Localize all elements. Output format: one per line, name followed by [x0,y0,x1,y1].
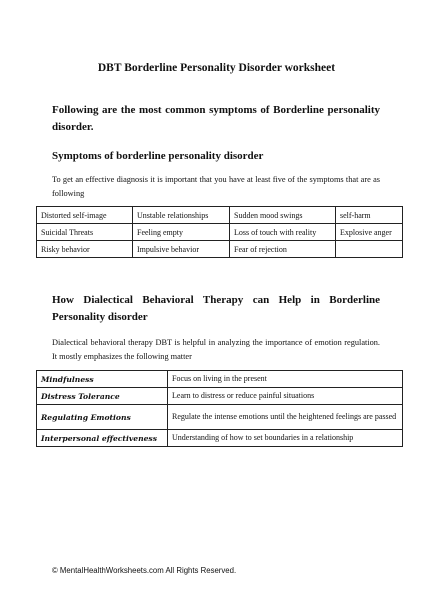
table-cell: Impulsive behavior [133,241,230,258]
table-cell: Sudden mood swings [230,207,336,224]
table-row [37,388,403,405]
dbt-paragraph: Dialectical behavioral therapy DBT is helpful in analyzing the importance of emotion regulation. It mostly emphasizes the following matter [52,338,380,361]
skill-term: Mindfulness [37,371,168,388]
symptoms-paragraph: To get an effective diagnosis it is important that you have at least five of the symptoms that are as following [52,175,380,198]
table-row [37,405,403,430]
table-cell: Fear of rejection [230,241,336,258]
table-row [37,371,403,388]
symptoms-table [36,206,403,258]
table-cell: Suicidal Threats [37,224,133,241]
copyright-footer: © MentalHealthWorksheets.com All Rights Reserved. [52,566,237,575]
symptoms-heading: Symptoms of borderline personality disorder [52,150,264,162]
skill-description: Focus on living in the present [168,371,403,388]
table-cell: Explosive anger [336,224,403,241]
page-title: DBT Borderline Personality Disorder worksheet [97,62,336,74]
skill-term: Regulating Emotions [37,405,168,430]
table-cell: self-harm [336,207,403,224]
skill-description: Learn to distress or reduce painful situations [168,388,403,405]
table-cell: Feeling empty [133,224,230,241]
table-cell: Loss of touch with reality [230,224,336,241]
table-cell: Distorted self-image [37,207,133,224]
skill-description: Understanding of how to set boundaries in a relationship [168,430,403,447]
table-cell: Unstable relationships [133,207,230,224]
skill-description: Regulate the intense emotions until the heightened feelings are passed [168,405,403,430]
skill-term: Distress Tolerance [37,388,168,405]
dbt-heading: How Dialectical Behavioral Therapy can Help in Borderline Personality disorder [52,294,380,323]
table-row [37,207,403,224]
table-row [37,224,403,241]
table-row [37,241,403,258]
table-row [37,430,403,447]
table-cell: Risky behavior [37,241,133,258]
table-cell [336,241,403,258]
intro-text: Following are the most common symptoms of Borderline personality disorder. [52,104,380,133]
dbt-skills-table [36,370,403,447]
skill-term: Interpersonal effectiveness [37,430,168,447]
